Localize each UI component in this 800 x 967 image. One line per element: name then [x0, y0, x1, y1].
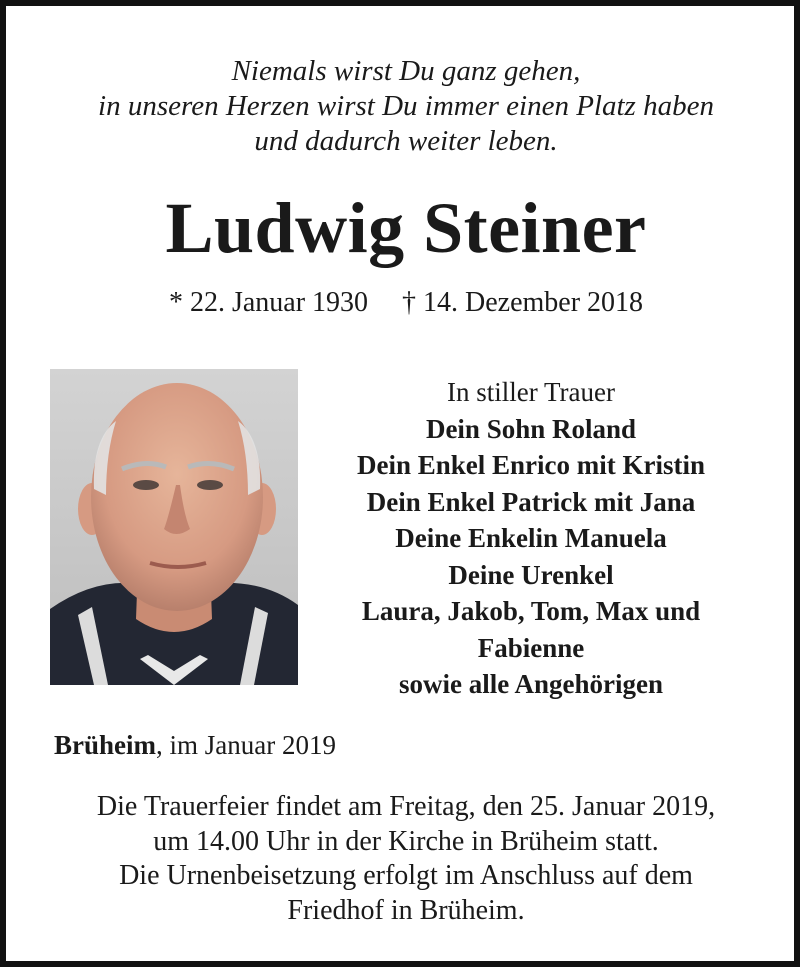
death-date: † 14. Dezember 2018 [402, 287, 644, 318]
place-and-date [54, 728, 336, 762]
portrait-photo [50, 369, 298, 685]
mourner-entry: Fabienne [477, 632, 585, 663]
place-town: Brüheim [54, 730, 157, 760]
mourner-entry: Dein Enkel Patrick mit Jana [366, 486, 696, 517]
mourner-entry: sowie alle Angehörigen [399, 669, 663, 699]
quote-line: Niemals wirst Du ganz gehen, [231, 55, 581, 87]
mourner-entry: Dein Enkel Enrico mit Kristin [356, 450, 705, 480]
quote-line: und dadurch weiter leben. [254, 125, 558, 157]
mourner-entry: Deine Enkelin Manuela [395, 523, 667, 553]
quote-line: in unseren Herzen wirst Du immer einen Platz haben [98, 90, 714, 122]
service-line: um 14.00 Uhr in der Kirche in Brüheim statt. [153, 825, 659, 857]
deceased-name: Ludwig Steiner [165, 188, 647, 268]
mourning-lead: In stiller Trauer [447, 377, 615, 407]
memorial-quote [6, 54, 800, 159]
mourner-entry: Laura, Jakob, Tom, Max und [361, 596, 701, 626]
service-line: Friedhof in Brüheim. [287, 894, 525, 926]
service-line: Die Urnenbeisetzung erfolgt im Anschluss auf dem [119, 860, 693, 891]
birth-date: * 22. Januar 1930 [168, 287, 369, 318]
mourner-entry: Deine Urenkel [448, 559, 614, 590]
mourners-list [306, 374, 756, 703]
mourner-entry: Dein Sohn Roland [425, 413, 637, 444]
place-date: , im Januar 2019 [156, 730, 336, 760]
life-dates [6, 286, 800, 320]
service-line: Die Trauerfeier findet am Freitag, den 25. Januar 2019, [96, 791, 716, 822]
portrait-photo-icon [50, 369, 298, 685]
service-details [6, 790, 800, 928]
